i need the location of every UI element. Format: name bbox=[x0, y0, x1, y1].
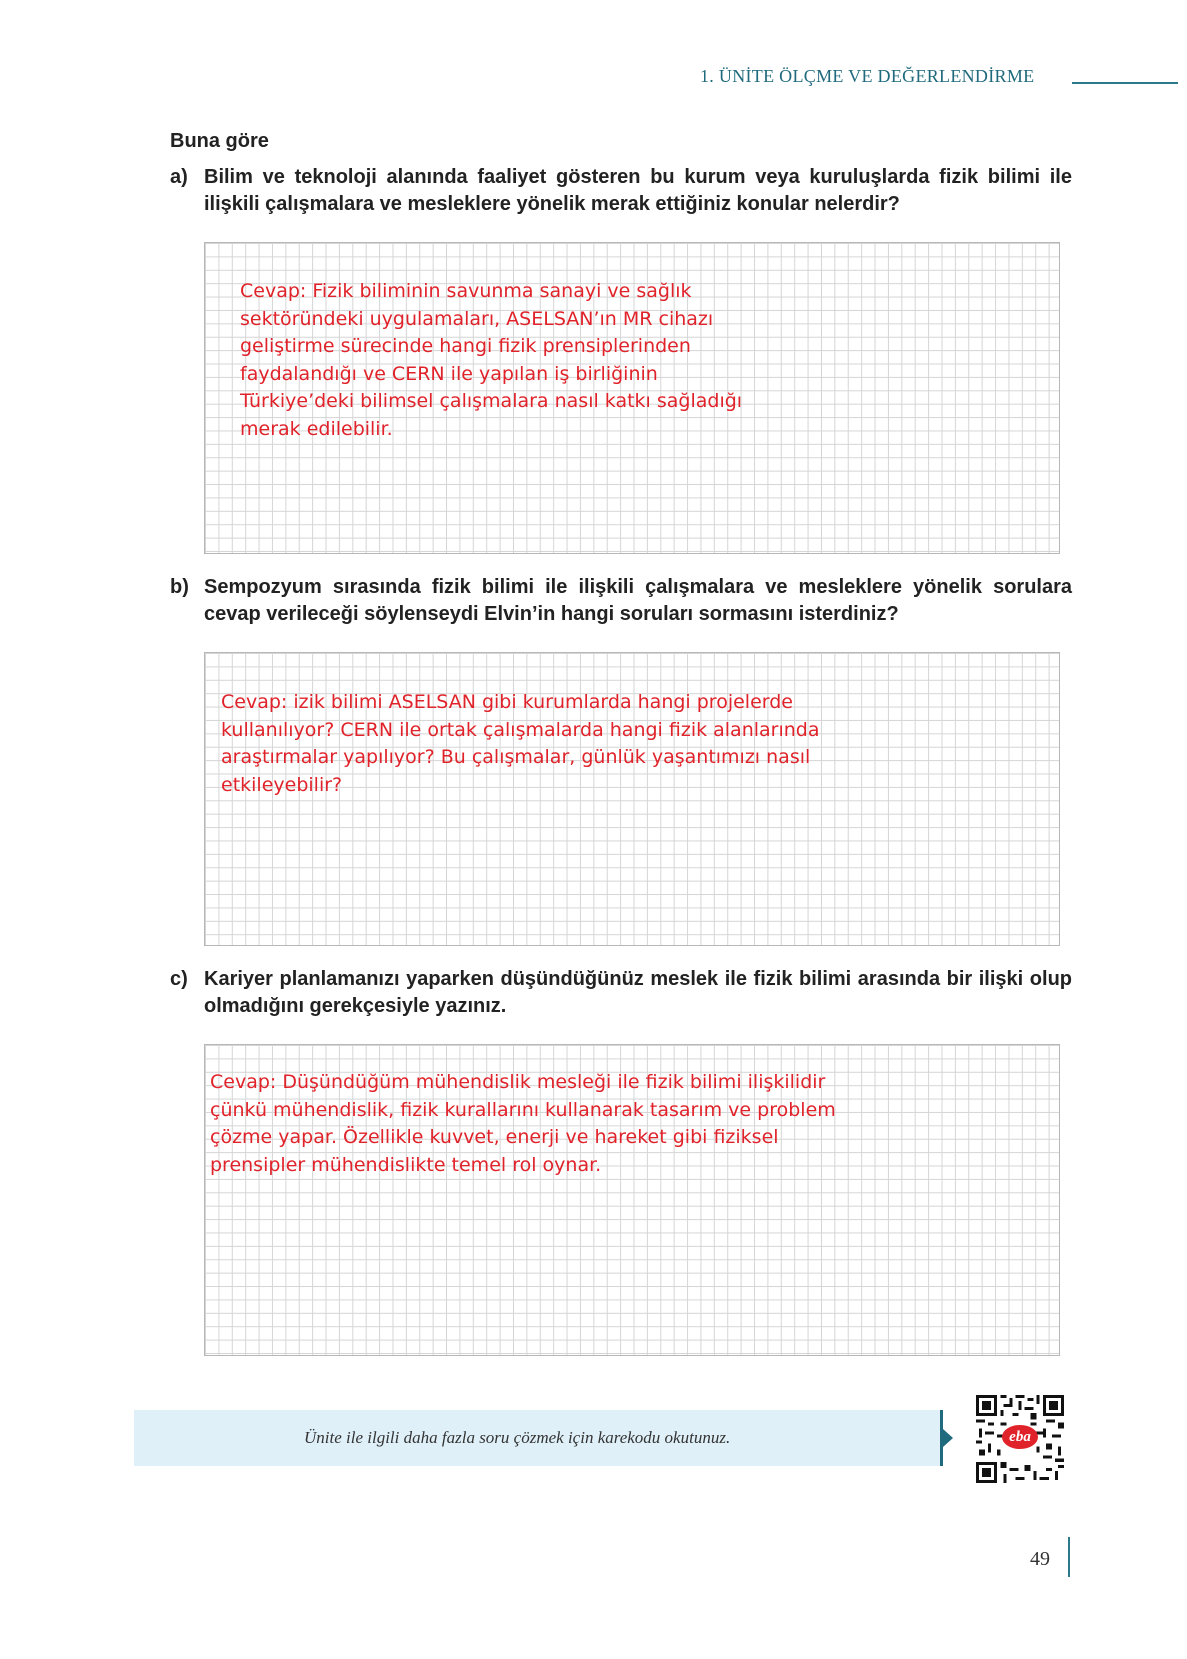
question-a bbox=[170, 164, 1072, 218]
page-number: 49 bbox=[1030, 1548, 1050, 1570]
page-number-rule bbox=[1068, 1537, 1070, 1577]
question-a-text: Bilim ve teknoloji alanında faaliyet gösteren bu kurum veya kuruluşlarda fizik bilimi ile ilişkili çalışmalara ve mesleklere yönelik merak ettiğiniz konular nelerdir? bbox=[204, 166, 1072, 215]
qr-banner-text: Ünite ile ilgili daha fazla soru çözmek için karekodu okutunuz. bbox=[304, 1428, 731, 1447]
answer-a-text: Cevap: Fizik biliminin savunma sanayi ve sağlık sektöründeki uygulamaları, ASELSAN’ın MR cihazı geliştirme sürecinde hangi fizik prensiplerinden faydalandığı ve CERN ile yapılan iş birliğinin Türkiye’deki bilimsel çalışmalara nasıl katkı sağladığı merak edilebilir. bbox=[240, 280, 743, 440]
question-c bbox=[170, 966, 1072, 1020]
question-b-text: Sempozyum sırasında fizik bilimi ile ilişkili çalışmalara ve mesleklere yönelik sorulara cevap verileceği söylenseydi Elvin’in hangi soruları sormasını isterdiniz? bbox=[204, 576, 1072, 625]
unit-header-title: 1. ÜNİTE ÖLÇME VE DEĞERLENDİRME bbox=[700, 66, 1035, 86]
question-b bbox=[170, 574, 1072, 628]
answer-c-text: Cevap: Düşündüğüm mühendislik mesleği ile fizik bilimi ilişkilidir çünkü mühendislik, fizik kurallarını kullanarak tasarım ve problem çözme yapar. Özellikle kuvvet, enerji ve hareket gibi fiziksel prensipler mühendislikte temel rol oynar. bbox=[210, 1071, 836, 1176]
arrow-right-icon bbox=[943, 1429, 953, 1447]
question-a-letter: a) bbox=[170, 166, 188, 188]
lead-text: Buna göre bbox=[170, 130, 269, 152]
qr-banner bbox=[134, 1410, 940, 1466]
header-rule bbox=[1072, 82, 1178, 84]
eba-logo-icon: eba bbox=[1002, 1425, 1038, 1449]
answer-b-text: Cevap: izik bilimi ASELSAN gibi kurumlarda hangi projelerde kullanılıyor? CERN ile ortak çalışmalarda hangi fizik alanlarında araştırmalar yapılıyor? Bu çalışmalar, günlük yaşantımızı nasıl etkileyebilir? bbox=[221, 691, 820, 796]
question-c-letter: c) bbox=[170, 968, 188, 990]
question-c-text: Kariyer planlamanızı yaparken düşündüğünüz meslek ile fizik bilimi arasında bir ilişki olup olmadığını gerekçesiyle yazınız. bbox=[204, 968, 1072, 1017]
question-b-letter: b) bbox=[170, 576, 189, 598]
